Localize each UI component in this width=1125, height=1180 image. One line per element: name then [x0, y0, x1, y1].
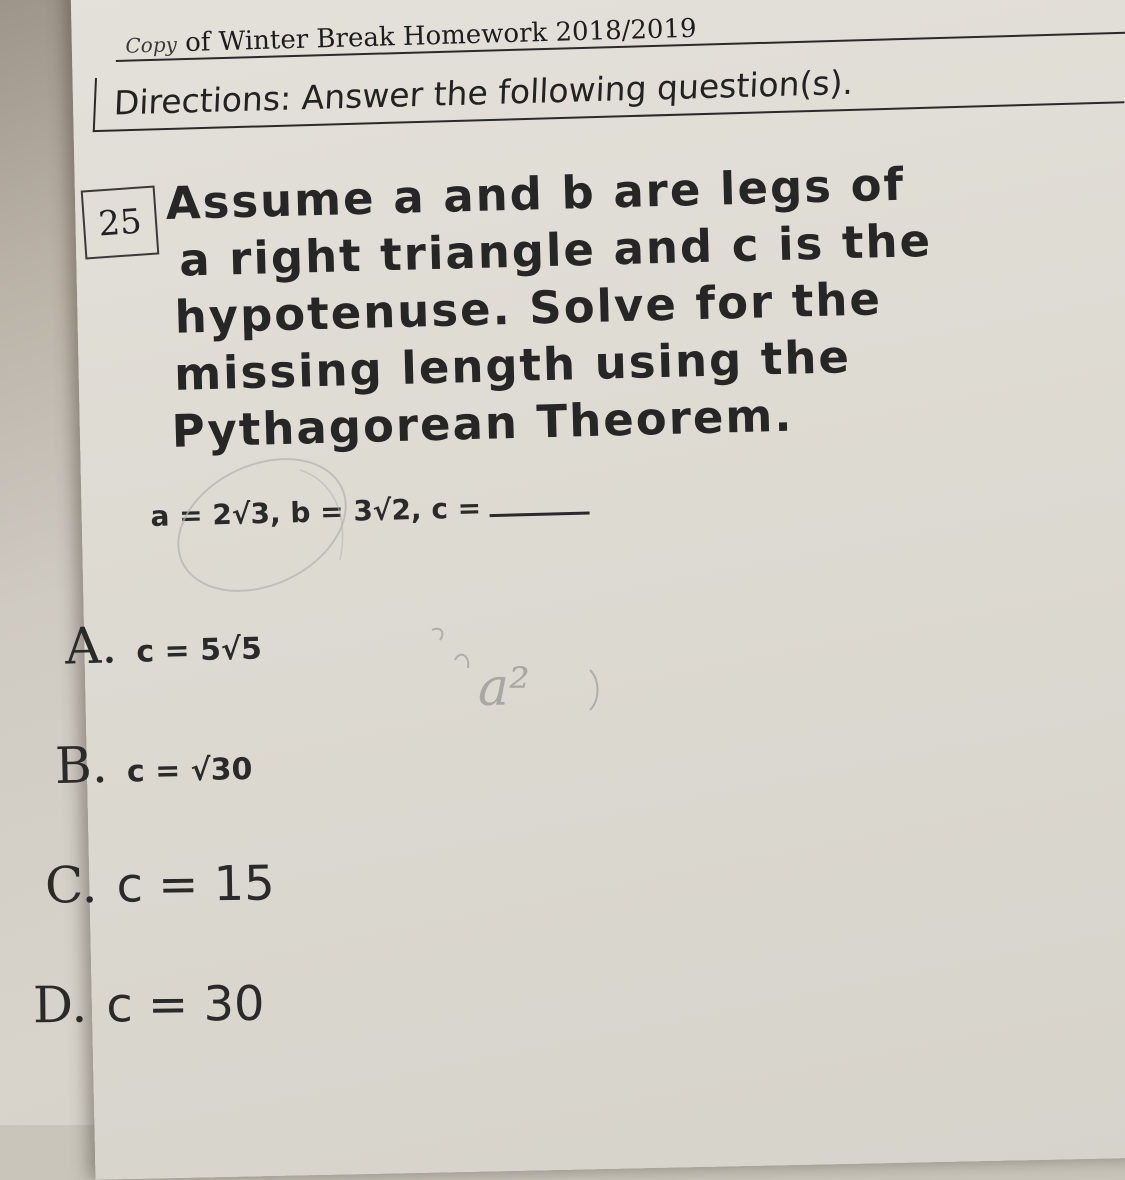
- question-line-5: Pythagorean Theorem.: [171, 388, 795, 458]
- question-line-1: Assume a and b are legs of: [165, 157, 906, 230]
- question-line-3: hypotenuse. Solve for the: [174, 272, 883, 344]
- given-values-text: a = 2√3, b = 3√2, c =: [150, 491, 482, 533]
- question-line-2: a right triangle and c is the: [178, 213, 933, 287]
- choice-b: [54, 733, 252, 795]
- choice-a-expression: c = 5√5: [135, 631, 263, 670]
- choice-d: [33, 974, 265, 1034]
- choice-c-expression: c = 15: [116, 855, 276, 914]
- choice-d-letter: D.: [32, 975, 88, 1035]
- choice-b-letter: B.: [54, 735, 109, 796]
- choice-a: [64, 612, 262, 675]
- header-title-text: of Winter Break Homework 2018/2019: [176, 13, 698, 59]
- question-text: [165, 151, 1102, 460]
- question-line-4: missing length using the: [173, 330, 852, 401]
- choice-b-expression: c = √30: [126, 751, 253, 790]
- choice-c-letter: C.: [44, 855, 98, 915]
- choice-d-expression: c = 30: [106, 975, 265, 1034]
- choice-c: [45, 853, 275, 914]
- answer-blank: [489, 486, 590, 518]
- choice-a-letter: A.: [64, 616, 118, 676]
- handwritten-a-squared: a²: [478, 658, 530, 718]
- question-number: 25: [81, 186, 160, 260]
- directions-text: Directions: Answer the following question(s).: [113, 62, 854, 123]
- header-copy-prefix: Copy: [125, 32, 178, 58]
